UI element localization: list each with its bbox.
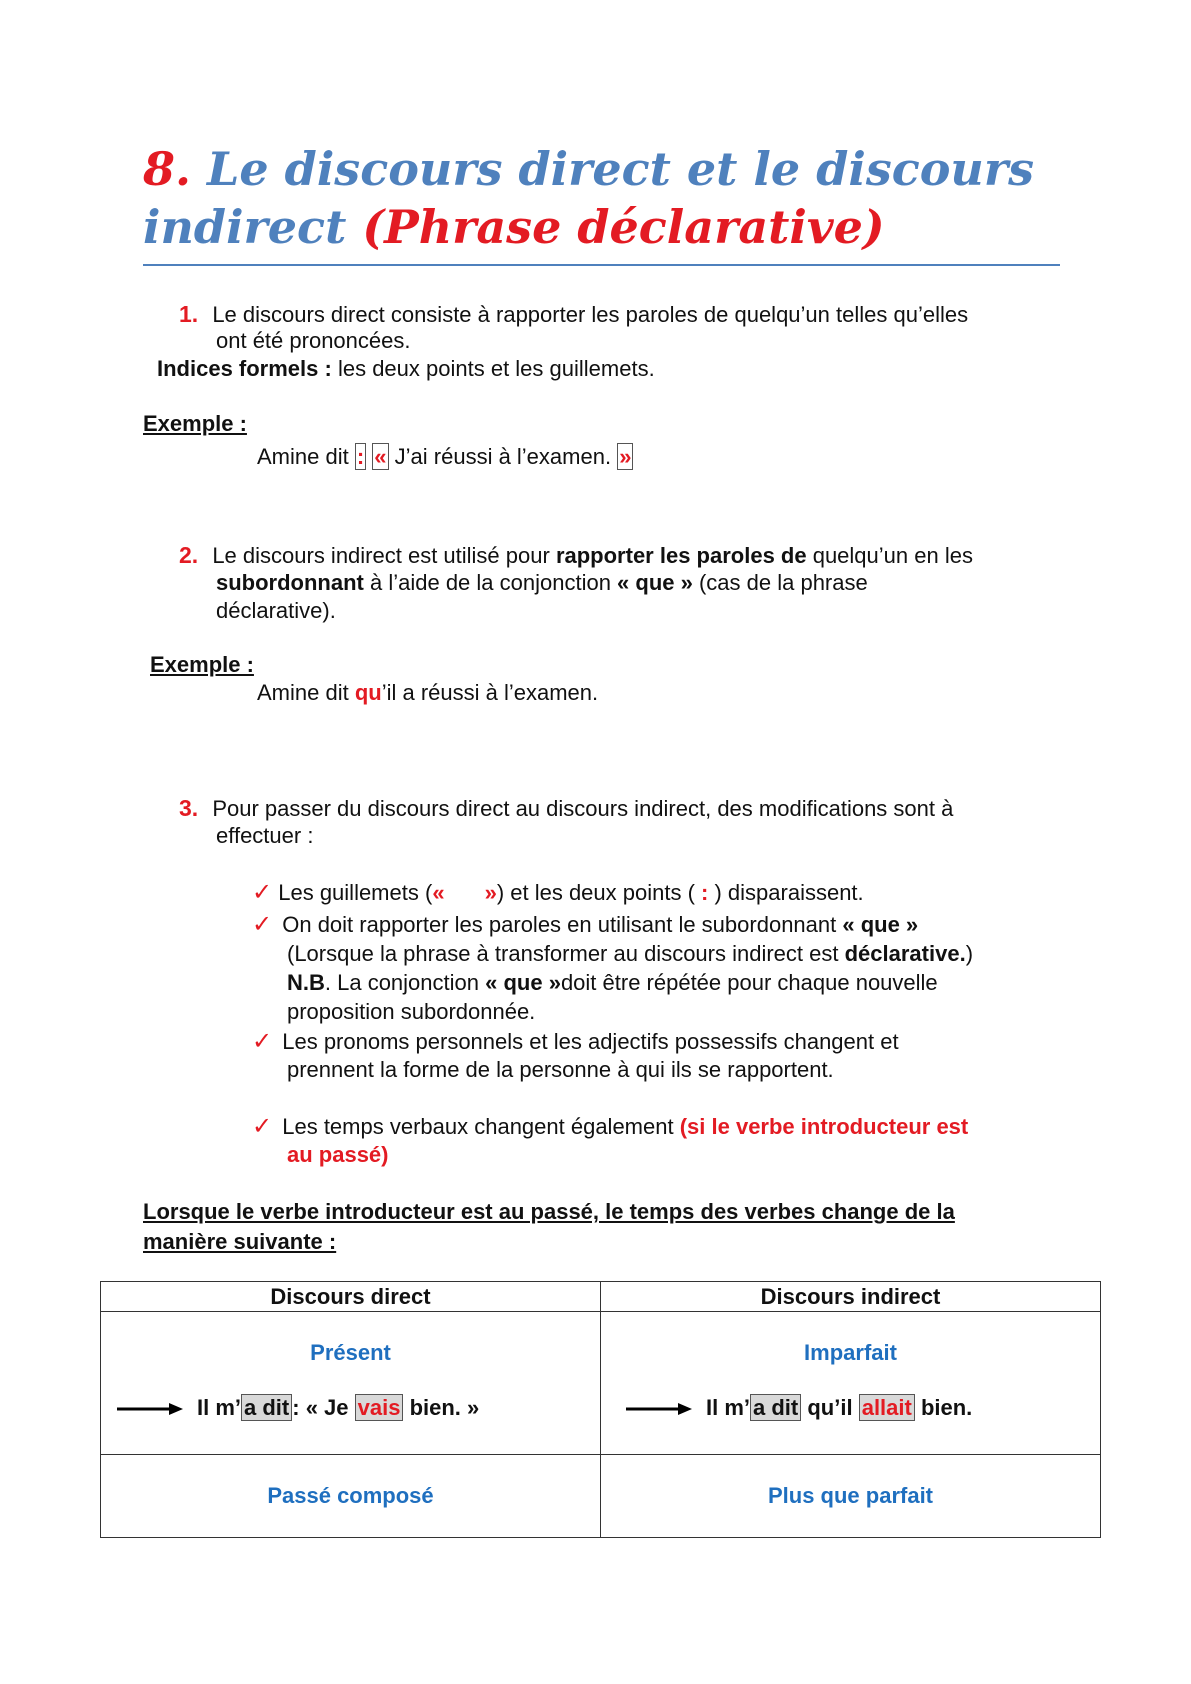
pe-e: bien. »	[403, 1395, 480, 1420]
section3-number: 3.	[179, 795, 199, 821]
page-title	[143, 140, 1063, 256]
example1-prefix: Amine dit	[257, 444, 355, 469]
b4a: Les temps verbaux changent également	[282, 1114, 680, 1139]
b2f: N.B	[287, 970, 325, 995]
section1-number: 1.	[179, 301, 199, 327]
s2-l2a: subordonnant	[216, 570, 364, 595]
bullet-4	[252, 1113, 968, 1141]
cell-passe-compose	[101, 1455, 601, 1538]
section2-example	[257, 679, 598, 707]
section2-number: 2.	[179, 542, 199, 568]
example1-colon: :	[356, 444, 365, 469]
example1-label-text: Exemple :	[143, 411, 247, 436]
section1-text1: Le discours direct consiste à rapporter les paroles de quelqu’un telles qu’elles	[212, 302, 969, 327]
rule-heading-text2: manière suivante :	[143, 1229, 337, 1254]
bullet-1	[252, 879, 864, 907]
example1-close-quote: »	[619, 444, 632, 469]
header-direct: Discours direct	[101, 1282, 601, 1312]
cell-present	[101, 1312, 601, 1455]
arrow-right-icon	[117, 1402, 183, 1416]
cell-imparfait	[601, 1312, 1101, 1455]
pe-b: a dit	[241, 1394, 292, 1421]
b2d: déclarative.	[844, 941, 966, 966]
bullet-2-line3	[287, 969, 938, 997]
b1f: ) disparaissent.	[708, 880, 864, 905]
tense-imparfait: Imparfait	[804, 1340, 897, 1365]
cell-plus-que-parfait	[601, 1455, 1101, 1538]
indices-label: Indices formels :	[157, 356, 332, 381]
b2a: On doit rapporter les paroles en utilisant le subordonnant	[282, 912, 843, 937]
s2-l2d: (cas de la phrase	[692, 570, 868, 595]
check-icon: ✓	[252, 879, 273, 906]
example1-mid: J’ai réussi à l’examen.	[388, 444, 618, 469]
check-icon: ✓	[252, 1113, 273, 1140]
s2-l2c: « que »	[617, 570, 693, 595]
pe-c: : « Je	[292, 1395, 355, 1420]
b2e: )	[965, 941, 974, 966]
b4c: au passé)	[287, 1142, 389, 1167]
s2-l1c: quelqu’un en les	[806, 543, 973, 568]
bullet-4-line2	[287, 1141, 389, 1169]
section1-line2: ont été prononcées.	[216, 328, 411, 353]
b2g: . La conjonction	[324, 970, 486, 995]
check-icon: ✓	[252, 911, 273, 938]
example1-open-quote: «	[374, 444, 387, 469]
s2-l1b: rapporter les paroles de	[555, 543, 807, 568]
pe-d: vais	[355, 1394, 404, 1421]
bullet-3-line2: prennent la forme de la personne à qui ils se rapportent.	[287, 1057, 834, 1082]
rule-heading-line1	[143, 1198, 955, 1226]
rule-heading-line2	[143, 1228, 336, 1256]
bullet-2-line4: proposition subordonnée.	[287, 999, 536, 1024]
s2-l1a: Le discours indirect est utilisé pour	[212, 543, 556, 568]
b2c: (Lorsque la phrase à transformer au discours indirect est	[287, 941, 845, 966]
b4b: (si le verbe introducteur est	[679, 1114, 969, 1139]
section1-line1	[179, 300, 968, 329]
rule-heading-text1: Lorsque le verbe introducteur est au passé, le temps des verbes change de la	[143, 1199, 955, 1224]
section3-line1	[179, 794, 953, 823]
bullet-2	[252, 911, 918, 939]
b1-close-quote: »	[484, 880, 497, 905]
ex2-a: Amine dit	[257, 680, 355, 705]
section1-example-label	[143, 410, 247, 438]
table-row	[101, 1455, 1101, 1538]
ie-c: qu’il	[801, 1395, 859, 1420]
ie-e: bien.	[914, 1395, 973, 1420]
table-row	[101, 1312, 1101, 1455]
section2-line3: déclarative).	[216, 598, 336, 623]
tense-plus-que-parfait: Plus que parfait	[767, 1483, 934, 1508]
ex2-qu: qu	[354, 680, 382, 705]
title-main: Le discours direct et le discours indirect	[143, 142, 1034, 254]
b1-open-quote: «	[432, 880, 445, 905]
s3-line1: Pour passer du discours direct au discours indirect, des modifications sont à	[212, 796, 954, 821]
pe-a: Il m’	[197, 1395, 242, 1420]
title-paren: (Phrase déclarative)	[362, 200, 885, 254]
bullet-3	[252, 1028, 899, 1056]
arrow-right-icon	[626, 1402, 692, 1416]
header-indirect: Discours indirect	[601, 1282, 1101, 1312]
section1-example	[257, 443, 633, 471]
b1d: ) et les deux points (	[496, 880, 702, 905]
ie-d: allait	[859, 1394, 915, 1421]
s2-l2b: à l’aide de la conjonction	[363, 570, 618, 595]
ie-b: a dit	[750, 1394, 801, 1421]
section2-example-label	[150, 651, 254, 679]
ex2-c: ’il a réussi à l’examen.	[381, 680, 599, 705]
tense-present: Présent	[310, 1340, 391, 1365]
section1-indices	[157, 355, 655, 383]
tense-table	[100, 1281, 1101, 1538]
b1a: Les guillemets (	[278, 880, 433, 905]
section3-line2: effectuer :	[216, 823, 314, 848]
title-underline	[143, 264, 1060, 266]
check-icon: ✓	[252, 1028, 273, 1055]
present-example	[102, 1395, 599, 1421]
b3a: Les pronoms personnels et les adjectifs possessifs changent et	[282, 1029, 899, 1054]
section2-line2	[216, 569, 868, 597]
bullet-2-line2	[287, 940, 973, 968]
b2b: « que »	[842, 912, 919, 937]
b2i: doit être répétée pour chaque nouvelle	[560, 970, 938, 995]
tense-passe-compose: Passé composé	[267, 1483, 434, 1508]
section2-line1	[179, 541, 973, 570]
b1-colon: :	[701, 880, 709, 905]
indices-text: les deux points et les guillemets.	[331, 356, 655, 381]
ie-a: Il m’	[706, 1395, 751, 1420]
example2-label-text: Exemple :	[150, 652, 254, 677]
imparfait-example	[602, 1395, 1099, 1421]
table-header-row	[101, 1282, 1101, 1312]
b2h: « que »	[485, 970, 561, 995]
title-number: 8.	[143, 142, 192, 196]
